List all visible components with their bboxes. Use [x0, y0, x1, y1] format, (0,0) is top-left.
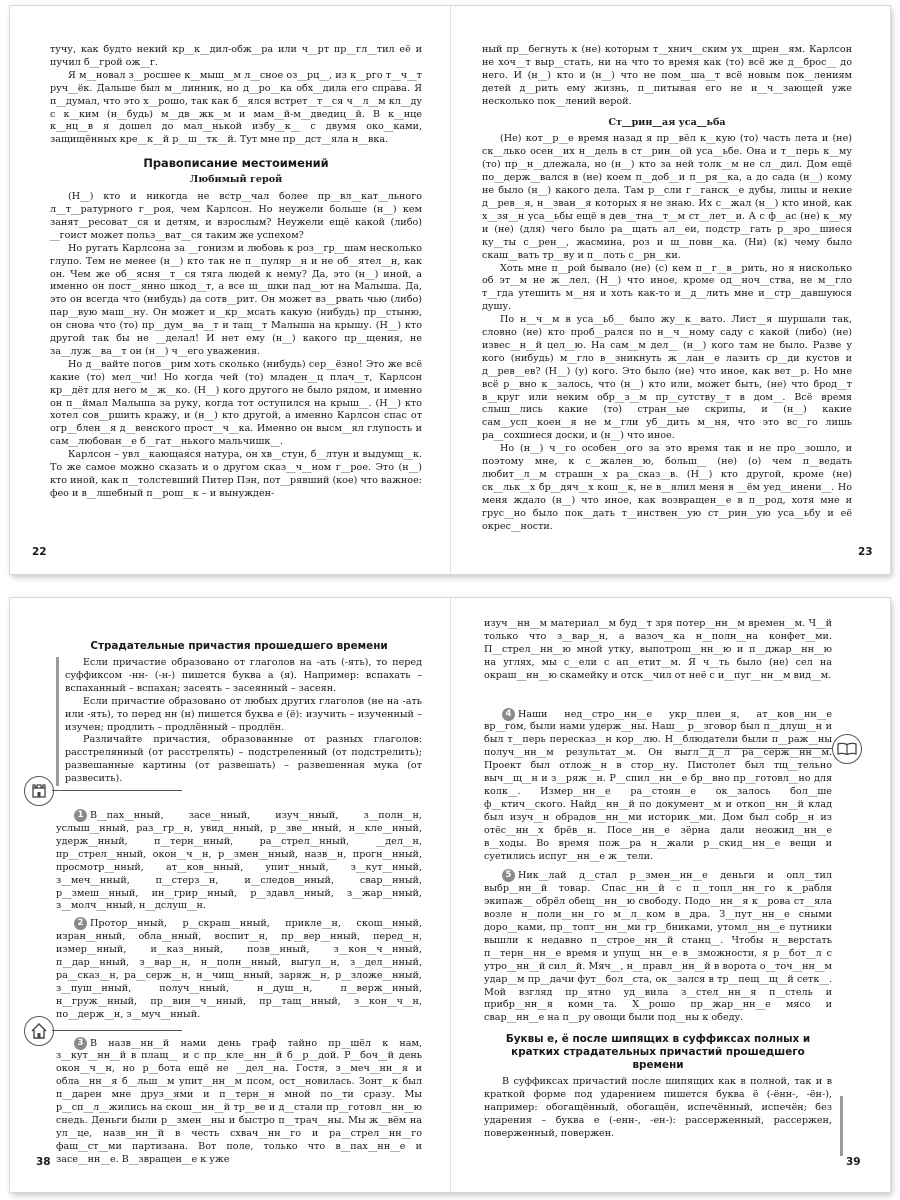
rule-paragraph: Если причастие образовано от любых других глаголов (не на -ать или -ять), то перед нн (н) пишется буква е (ё): изучить – изученный – изучен; продлить – продлённый – продлён. — [65, 695, 422, 733]
spine-fold — [450, 598, 451, 1192]
section-heading: Правописание местоимений — [143, 156, 329, 171]
exercise-text: В назв__нн__й нами день граф тайно пр__шёл к нам, з__кут__нн__й в плащ__ и с пр__кле__нн__й б__р__дой. Р__боч__й день окон__ч__н, но р__бота ещё не __дел__на. Гостя, з__меч__нн__я и обла__нн__я б__льш__м упит__нн__м псом, ост__новилась. Зонт__к был п__дарен мне друз__ями и п__терн__н мной по__ти сразу. Мы р__сп__л__жились на скош__нн__й тр__ве и д__стали пр__готовл__нн__ю снедь. Деньги были р__змен__ны и быстро п__трач__ны. Мы ж__вём на ул__це, назв__нн__й в честь схвач__нн__го и ра__стрел__нн__го фаш__ст__ми партизана. Вот поле, только что в__пах__нн__е и засе__нн__е. В__звращен__е к уже — [56, 1037, 422, 1165]
page-22-column — [50, 44, 422, 562]
page-39-column — [484, 618, 832, 1174]
text-title: Любимый герой — [189, 174, 283, 186]
section-heading: Буквы е, ё после шипящих в суффиксах полных и кратких страдательных причастий прошедшего времени — [505, 1033, 811, 1072]
page-number: 22 — [32, 546, 47, 558]
paragraph: ный пр__бегнуть к (не) которым т__хнич__ским ух__щрен__ям. Карлсон не хоч__т выр__стать, ни на что то время как (то) всё же д__брос__ до него. И (н__) кто и (н__) что не пом__ша__т всё новым пок__лениям детей д__рить ему жизнь, п__питывая его не и__ч__зающей уже несколько пок__лений верой. — [482, 44, 852, 107]
page-number: 38 — [36, 1156, 51, 1168]
paragraph: Но д__вайте погов__рим хоть сколько (нибудь) сер__ёзно! Это же всё какие (то) мел__чи! Но когда чей (то) младен__ц плач__т, Карлсон кр__дёт для него м__ж__ко. (Н__) кого другого не было рядом, и именно он п__ймал Малыша за руку, когда тот оступился на крыш__. (Н__) кто хотел сов__ршить кражу, и (н__) кто другой, а именно Карлсон спас от огр__блен__я д__венского прост__ч__ка. Именно он высм__ял глупость и сам__любован__е б__гат__нького мальчишк__. — [50, 358, 422, 448]
page-number: 39 — [846, 1156, 861, 1168]
exercise-text: Протор__нный, р__скраш__нный, прикле__н, скош__нный, изран__нный, обла__нный, воспит__н, пр__вер__нный, перед__н, измер__нный, и__каз__нный, позв__нный, з__кон__ч__нный, п__дар__нный, з__вар__н, н__полн__нный, выгул__н, з__дел__нный, ра__сказ__н, ра__серж__н, н__чищ__нный, заряж__н, р__зложе__нный, з__пуш__нный, получ__нный, н__душ__н, п__верж__нный, н__груж__нный, пр__вин__ч__нный, пр__тащ__нный, з__кон__ч__н, по__держ__н, з__муч__нный. — [56, 918, 422, 1020]
rule-paragraph: В суффиксах причастий после шипящих как в полной, так и в краткой форме под ударением пишется буква ё (-ённ-, -ён-), например: обогащённый, обогащён, испечённый, испечён; без ударения – буква е (-енн-, -ен-): рассерженный, рассержен, поверженный, повержен. — [484, 1076, 832, 1139]
text-title: Ст__рин__ая уса__ьба — [608, 116, 726, 128]
rule-box — [56, 657, 422, 786]
exercise-number-badge: 2 — [74, 917, 87, 930]
bottom-spread — [10, 598, 890, 1192]
exercise-text: В__пах__нный, засе__нный, изуч__нный, з__полн__н, услыш__нный, раз__гр__н, увид__нный, р__зве__нный, н__кле__нный, удерж__нный, п__терн__нный, ра__стрел__нный, __дел__н, пр__стрел__нный, окон__ч__н, р__змен__нный, назв__н, прогн__нный, просмотр__нный, ат__ков__нный, упит__нный, з__кут__нный, з__меч__нный, п__стерз__н, и__следов__нный, свар__нный, р__змеш__нный, ин__грир__нный, р__здавл__нный, з__жар__нный, з__молч__нный, н__дслуш__н. — [56, 810, 422, 912]
page-number: 23 — [858, 546, 873, 558]
exercise-block — [484, 708, 832, 864]
open-book-icon — [832, 734, 862, 764]
page-38-column — [56, 618, 422, 1174]
paragraph: Я м__новал з__росшее к__мыш__м л__сное оз__рц__, из к__рго т__ч__т руч__ёк. Дальше был м__линник, но д__ро__ка обх__дила его справа. Я п__думал, что это х__рошо, так как б__ялся встрет__т__ся ч__л__м кл__ду с к__ким (н__будь) м__дв__жк__м и мам__й-м__дведиц__й. В к__нце к__нц__в я дошел до мал__нькой избу__к__ с двумя око__ками, защищённых кре__к__й р__ш__тк__й. Тут мне пр__дст__яла н__вка. — [50, 69, 422, 146]
paragraph: тучу, как будто некий кр__к__дил-обж__ра или ч__рт пр__гл__тил её и пучил б__грой ож__г. — [50, 44, 422, 68]
rule-sidebar-bar — [840, 1096, 843, 1156]
castle-icon — [24, 776, 54, 806]
exercise-text: Ник__лай д__стал р__змен__нн__е деньги и опл__тил выбр__нн__й товар. Спас__нн__й с п__топл__нн__го к__рабля экипаж__ обрёл обещ__нн__ю свободу. Подо__нн__я к__рова ст__яла возле н__полн__нн__го м__л__ком в__дра. З__пут__нн__е сными доро__ками, пр__топт__нн__ми гр__бниками, утомл__нн__е путники вышли к недавно п__строе__нн__й станц__. Чтобы н__верстать п__терн__нн__е время и упущ__нн__е в__зможности, я р__бот__л с утро__нн__й сил__й. Мяч__, н__правл__нн__й в ворота о__точ__нн__м удар__м пр__дачи фут__бол__ста, ок__зался в тр__пещ__щ__й сетк__. Мой взгляд пр__ятно уд__вила з__стел__нн__я п__стель и прибр__нн__я комн__та. Х__рошо пр__жар__нн__е мясо и свар__нн__е на п__ру овощи были под__ны к обеду. — [484, 870, 832, 1024]
exercise-block — [56, 809, 422, 913]
paragraph: Но ругать Карлсона за __гонизм и любовь к роз__гр__шам несколько глупо. Тем не менее (н__) кто так не п__пуляр__н и не об__ятел__н, как он. Чем же об__ясня__т__ся тяга людей к нему? Да, это (н__) иной, а именно он пост__янно шкод__т, а все ш__шки пад__ют на Малыша. Да, это он всегда что (нибудь) да сотв__рит. Он может вз__рвать чью (либо) пар__вую маш__ну. Он может и__кр__мсать какую (нибудь) пр__стыню, он снова что (то) пр__дум__ва__т и тащ__т Малыша на крышу. (Н__) кто другой так бы не __делал! И нет ему (н__) какого пр__щения, не за__луж__ва__т он (н__) ч__его уважения. — [50, 242, 422, 357]
exercise-block — [56, 1037, 422, 1167]
house-icon — [24, 1016, 54, 1046]
section-heading: Страдательные причастия прошедшего времени — [90, 640, 388, 652]
exercise-number-badge: 3 — [74, 1037, 87, 1050]
paragraph: (Не) кот__р__е время назад я пр__вёл к__кую (то) часть лета и (не) ск__лько осен__их н__дель в ст__рин__ой уса__ьбе. Она и т__перь к__му (то) пр__н__длежала, но (н__) кто за ней толк__м не сл__дил. Дом ещё по__держ__вался в (не) коем п__доб__и п__ря__ка, а до сада (н__) кому не было (н__) какого дела. Там р__сли г__ганск__е дубы, липы и некие д__рев__я, н__зван__я которых я не знаю. Их с__жал (н__) кто иной, как х__зя__н уса__ьбы ещё в дев__тна__т__м ст__лет__и. А с ф__ас (не) к__му и (не) (для) чего было ра__щать ал__еи, подстр__гать р__зро__шиеся ку__ты с__рен__, жасмина, роз и ш__повн__ка. (Ни) (к) чему было скаш__вать тр__ву и п__лоть с__рн__ки. — [482, 133, 852, 261]
paragraph: Хоть мне п__рой бывало (не) (с) кем п__г__в__рить, но я нисколько об эт__м не ж__лел. (Н__) что иное, кроме од__ноч__ства, не м__гло т__гда утешить м__ня и хоть как-то и__д__лить мне и__стр__давшуюся душу. — [482, 262, 852, 313]
paragraph: изуч__нн__м материал__м буд__т зря потер__нн__м времен__м. Ч__й только что з__вар__н, а вазоч__ка н__полн__на конфет__ми. П__стрел__нн__ю мной утку, выпотрош__нн__ю и п__джар__нн__ю на углях, мы с__ели с ап__етит__м. Я ч__ть было (не) сел на окраш__нн__ю скамейку и отск__чил от неё с и__пуг__нн__м вид__м. — [484, 618, 832, 681]
exercise-number-badge: 4 — [502, 708, 515, 721]
paragraph: (Н__) кто и никогда не встр__чал более пр__вл__кат__льного л__т__ратурного г__роя, чем Карлсон. Но неужели больше (н__) кем занят__ресоват__ся и детям, и взрослым? Неужели ещё какой (либо) __гоист может польз__ват__ся таким же успехом? — [50, 191, 422, 241]
rule-paragraph: Различайте причастия, образованные от разных глаголов: расстрелянный (от расстрелять) – подстреленный (от подстрелить); развешанные картины (от развешать) – развешенная мука (от развесить). — [65, 734, 422, 785]
top-spread — [10, 6, 890, 574]
page-23-column — [482, 44, 852, 562]
exercise-block — [56, 917, 422, 1021]
paragraph: По н__ч__м в уса__ьб__ было жу__к__вато. Лист__я шуршали так, словно (не) кто проб__рался по н__ч__ному саду с какой (либо) (не) извес__н__й цел__ю. На сам__м дел__ (н__) кого там не было. Разве у кого (нибудь) м__гло в__зникнуть ж__лан__е лазить ср__ди кустов и д__рев__ев? (Н__) (у) кого. Это было (не) что иное, как вет__р. Но мне всё р__вно к__залось, что (н__) кто или, может быть, (не) что брод__т в__круг или неким обр__з__м пр__сутству__т в дом__. Всё время слыш__лись какие (то) стран__ые скрипы, и (н__) какие сам__усп__коен__я не м__гли уб__дить м__ня, что это вс__го лишь ра__сохшиеся доски, и (н__) что иное. — [482, 314, 852, 442]
exercise-number-badge: 1 — [74, 809, 87, 822]
paragraph: Но (н__) ч__го особен__ого за это время так и не про__зошло, и поэтому мне, к с__жален__ю, больш__ (не) (о) чем п__ведать любит__л__м страшн__х ра__сказ__в. (Н__) кто другой, кроме (не) ск__льк__х бр__дяч__х кош__к, не в__ялил меня в __ём уед__инени__. Но меня ждало (н__) что иное, как возвращен__е в п__род, хотя мне и грус__но было пок__дать т__инствен__ую ст__рин__ую уса__ьбу и её окрес__ности. — [482, 443, 852, 532]
rule-paragraph: Если причастие образовано от глаголов на -ать (-ять), то перед суффиксом -нн- (-н-) пишется буква а (я). Например: вспахать – вспаханный – вспахан; засеять – засеянный – засеян. — [65, 657, 422, 694]
exercise-block — [484, 869, 832, 1025]
spine-fold — [450, 6, 451, 574]
paragraph: Карлсон – увл__кающаяся натура, он хв__стун, б__лтун и выдумщ__к. То же самое можно сказать и о другом сказ__ч__ном г__рое. Это (н__) кто иной, как п__толстевший Питер Пэн, пот__рявший (кое) что важное: фео и в__лшебный п__рош__к – и вынужден- — [50, 449, 422, 499]
exercise-number-badge: 5 — [502, 869, 515, 882]
exercise-text: Наши нед__стро__нн__е укр__плен__я, ат__ков__нн__е вр__гом, были нами удерж__ны. Наш__ р__зговор был п__длуш__н и был т__перь пересказ__н кор__лю. Н__блюдатели были п__раж__ны получ__нн__м результат__м. Он выгл__д__л ра__серж__нн__м. Проект был отлож__н в стор__ну. Пистолет был тщ__тельно выч__щ__н и з__ряж__н. Р__спил__нн__е бр__вно пр__готовл__но для колк__. Измер__нн__е ра__стоян__е ок__залось бол__ше ф__ктич__ского. Найд__нн__й по документ__м и откоп__нн__й клад был изуч__н обрадов__нн__ми историк__ми. Дом был собр__н из отёс__нн__х брёв__н. Посе__нн__е зёрна дали неожид__нн__е в__ходы. Во время пож__ра н__жали р__скид__нн__е вещи и суетились испуг__нн__е ж__тели. — [484, 708, 832, 862]
